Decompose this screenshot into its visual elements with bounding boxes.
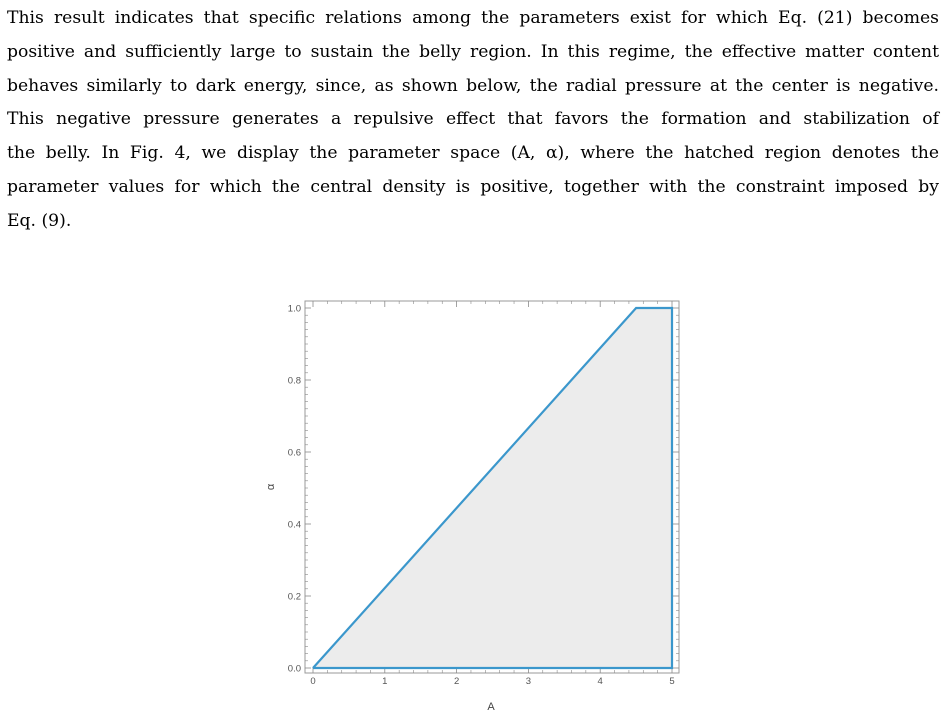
paragraph-line: behaves similarly to dark energy, since, as shown below, the radial pressure at the center is negative. xyxy=(7,75,939,96)
y-tick-label: 0.6 xyxy=(287,447,301,459)
x-tick-label: 5 xyxy=(669,676,675,687)
y-tick-label: 0.2 xyxy=(287,591,301,603)
x-tick-label: 3 xyxy=(525,676,532,687)
x-tick-label: 1 xyxy=(382,676,388,687)
paragraph-line: Eq. (9). xyxy=(7,210,72,231)
x-tick-label: 2 xyxy=(453,676,460,687)
paragraph-line: This result indicates that specific relations among the parameters exist for which Eq. (21) becomes xyxy=(7,8,939,28)
x-tick-label: 0 xyxy=(310,676,316,687)
y-tick-label: 0.8 xyxy=(287,375,301,387)
paragraph-line: This negative pressure generates a repulsive effect that favors the formation and stabilization of xyxy=(7,109,939,130)
x-tick-label: 4 xyxy=(597,676,603,687)
x-axis-label: A xyxy=(487,701,495,713)
paragraph-line: parameter values for which the central density is positive, together with the constraint imposed by xyxy=(7,176,939,197)
paragraph-line: the belly. In Fig. 4, we display the parameter space (A, α), where the hatched region denotes the xyxy=(7,143,939,164)
y-axis-label: α xyxy=(265,483,277,491)
paragraph-line: positive and sufficiently large to sustain the belly region. In this regime, the effective matter content xyxy=(7,41,939,62)
y-tick-label: 1.0 xyxy=(287,303,301,315)
y-tick-label: 0.0 xyxy=(287,663,301,675)
y-tick-label: 0.4 xyxy=(287,519,301,531)
